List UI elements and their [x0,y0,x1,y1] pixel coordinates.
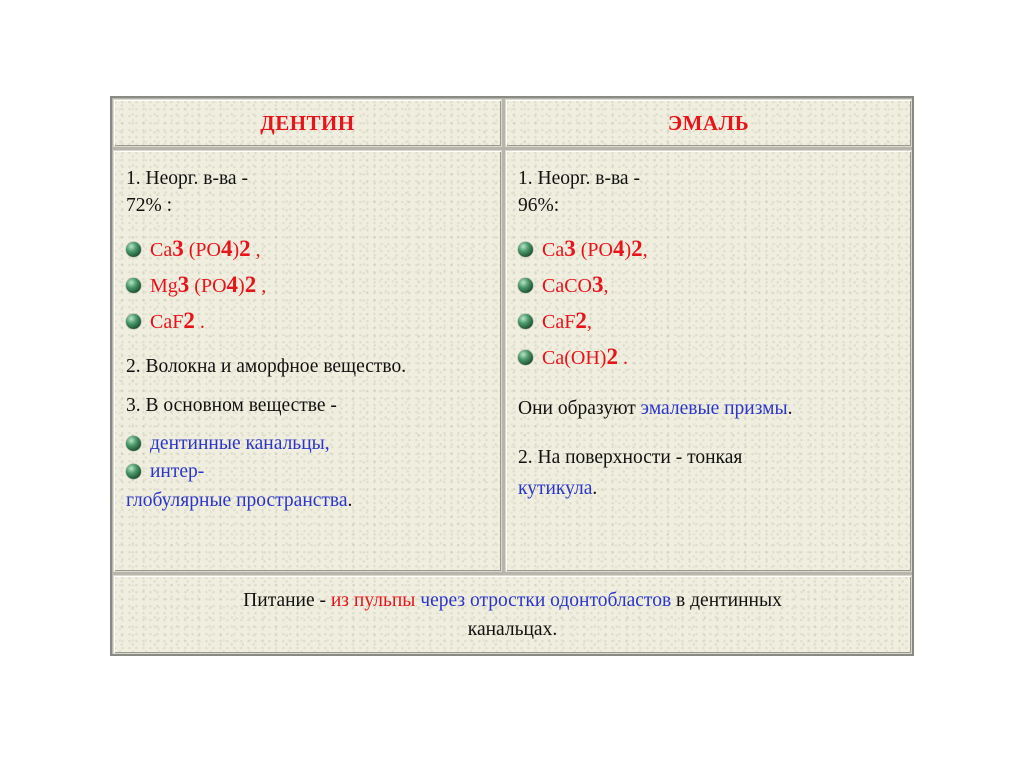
formula: CaF2 . [150,307,205,333]
enamel-mineral-2 [518,267,911,303]
enamel-mineral-3 [518,303,911,339]
bullet-icon [518,350,533,365]
formula: Mg3 (PO4)2 , [150,271,267,297]
dentin-section2: 2. Волокна и аморфное вещество. [126,356,407,377]
dentin-mineral-3 [126,303,501,339]
bullet-icon [126,314,141,329]
enamel-cell [505,150,912,572]
bullet-icon [518,278,533,293]
bullet-icon [126,242,141,257]
dentin-section1-title: 1. Неорг. в-ва - [126,168,248,189]
header-dentin-label: ДЕНТИН [260,110,355,135]
header-enamel [505,99,912,147]
dentin-section3: 3. В основном веществе - [126,395,337,416]
dentin-cell [113,150,502,572]
bullet-icon [518,314,533,329]
comparison-table [110,96,914,656]
dentin-mineral-2 [126,267,501,303]
dentin-mineral-1 [126,231,501,267]
enamel-cuticle: 2. На поверхности - тонкая [518,447,743,468]
enamel-mineral-4 [518,339,911,375]
formula: Ca3 (PO4)2 , [150,235,261,261]
dentin-structure-2-cont: глобулярные пространства. [126,490,353,511]
formula: CaCO3, [542,271,609,297]
formula: CaF2, [542,307,592,333]
header-enamel-label: ЭМАЛЬ [667,110,750,135]
bullet-icon [518,242,533,257]
dentin-structure-2: интер- [126,457,501,485]
bullet-icon [126,464,141,479]
bullet-icon [126,436,141,451]
bullet-icon [126,278,141,293]
enamel-section1-percent: 96%: [518,195,560,216]
dentin-section1-percent: 72% : [126,195,173,216]
enamel-section1-title: 1. Неорг. в-ва - [518,168,640,189]
formula: Ca3 (PO4)2, [542,235,648,261]
dentin-structure-1: дентинные канальцы, [126,429,501,457]
header-dentin [113,99,502,147]
formula: Ca(OH)2 . [542,343,628,369]
enamel-prisms: Они образуют эмалевые призмы. [518,398,793,419]
nutrition-row [113,575,912,654]
enamel-mineral-1 [518,231,911,267]
nutrition-text: Питание - из пульпы через отростки одонтобластов в дентинных канальцах. [243,589,782,640]
enamel-cuticle-cont: кутикула. [518,478,598,499]
